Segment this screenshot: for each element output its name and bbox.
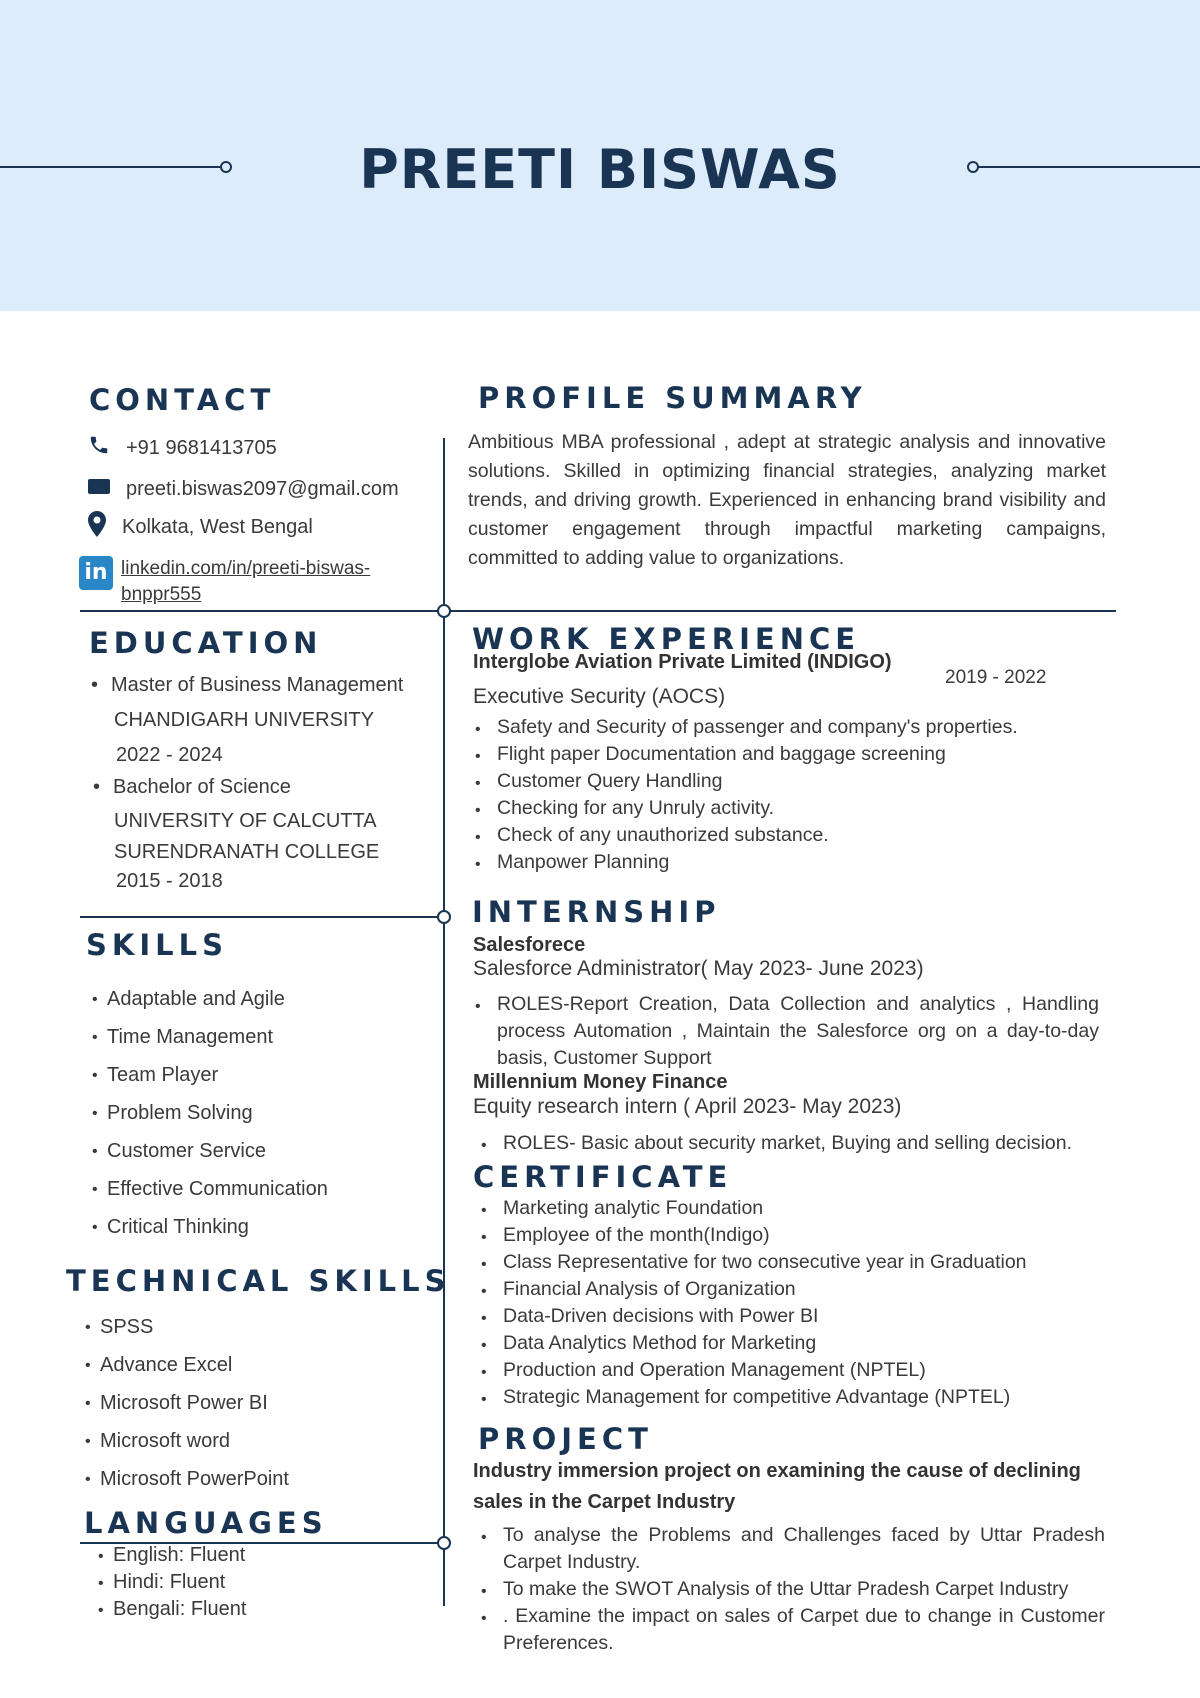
timeline-node [437, 910, 451, 924]
list-item: • Production and Operation Management (NPTEL) [503, 1357, 1103, 1384]
list-item: • Adaptable and Agile [107, 980, 328, 1018]
contact-location-row [88, 511, 313, 543]
contact-phone[interactable]: +91 9681413705 [126, 436, 277, 459]
divider-education-work [80, 610, 1116, 612]
certificate-heading: CERTIFICATE [473, 1160, 733, 1194]
linkedin-icon: in [79, 556, 113, 590]
list-item: • Checking for any Unruly activity. [497, 795, 1097, 822]
internship-role: Salesforce Administrator( May 2023- June 2023) [473, 957, 924, 980]
education-heading: EDUCATION [89, 626, 323, 660]
list-item: • Marketing analytic Foundation [503, 1195, 1103, 1222]
list-item: • ROLES- Basic about security market, Buying and selling decision. [503, 1130, 1103, 1157]
linkedin-link[interactable]: linkedin.com/in/preeti-biswas- bnppr555 [121, 558, 371, 605]
internship-company: Millennium Money Finance [473, 1071, 728, 1093]
project-bullets [503, 1522, 1105, 1657]
list-item: • Data-Driven decisions with Power BI [503, 1303, 1103, 1330]
list-item: • Customer Query Handling [497, 768, 1097, 795]
list-item: • Safety and Security of passenger and company's properties. [497, 714, 1097, 741]
education-institution: CHANDIGARH UNIVERSITY [114, 709, 375, 731]
contact-heading: CONTACT [89, 383, 276, 417]
work-company: Interglobe Aviation Private Limited (INDIGO) [473, 651, 892, 673]
work-role: Executive Security (AOCS) [473, 685, 726, 708]
list-item: • Effective Communication [107, 1170, 328, 1208]
list-item: • English: Fluent [113, 1542, 246, 1569]
list-item: • Microsoft PowerPoint [100, 1460, 289, 1498]
timeline-node [437, 604, 451, 618]
list-item: • Hindi: Fluent [113, 1569, 246, 1596]
profile-summary-heading: PROFILE SUMMARY [478, 381, 867, 415]
internship-heading: INTERNSHIP [472, 895, 721, 929]
skills-list [107, 980, 328, 1246]
list-item: • . Examine the impact on sales of Carpet due to change in Customer Preferences. [503, 1603, 1105, 1657]
list-item: • Class Representative for two consecutive year in Graduation [503, 1249, 1103, 1276]
contact-location: Kolkata, West Bengal [122, 515, 313, 538]
skills-heading: SKILLS [86, 928, 228, 962]
timeline-node [437, 1536, 451, 1550]
project-title: Industry immersion project on examining the cause of declining sales in the Carpet Industry [473, 1460, 1081, 1513]
technical-skills-heading: TECHNICAL SKILLS [66, 1264, 451, 1298]
list-item: • Strategic Management for competitive Advantage (NPTEL) [503, 1384, 1103, 1411]
internship-bullets [503, 1130, 1103, 1157]
location-pin-icon [88, 511, 106, 543]
technical-skills-list [100, 1308, 289, 1498]
list-item: • Bengali: Fluent [113, 1596, 246, 1623]
profile-summary-text: Ambitious MBA professional , adept at strategic analysis and innovative solutions. Skilled in optimizing financial strategies, analyzing market trends, and driving growth. Experienced in enhancing brand visibility and customer engagement through impactful marketing campaigns, committed to adding value to organizations. [468, 431, 1106, 569]
project-heading: PROJECT [478, 1422, 653, 1456]
list-item: • Employee of the month(Indigo) [503, 1222, 1103, 1249]
work-years: 2019 - 2022 [945, 667, 1047, 688]
list-item: • Microsoft word [100, 1422, 289, 1460]
internship-role: Equity research intern ( April 2023- May 2023) [473, 1095, 902, 1118]
list-item: • Microsoft Power BI [100, 1384, 289, 1422]
contact-email-row [88, 477, 399, 501]
list-item: • Flight paper Documentation and baggage screening [497, 741, 1097, 768]
candidate-name: PREETI BISWAS [359, 138, 841, 201]
internship-company: Salesforece [473, 934, 586, 956]
work-bullets [497, 714, 1097, 876]
header-banner [0, 0, 1200, 311]
contact-email[interactable]: preeti.biswas2097@gmail.com [126, 477, 399, 500]
contact-phone-row [88, 434, 277, 462]
list-item: • Time Management [107, 1018, 328, 1056]
education-degree: • Bachelor of Science [113, 776, 291, 799]
list-item: • To make the SWOT Analysis of the Uttar Pradesh Carpet Industry [503, 1576, 1105, 1603]
list-item: • SPSS [100, 1308, 289, 1346]
education-years: 2015 - 2018 [116, 870, 223, 892]
list-item: • Check of any unauthorized substance. [497, 822, 1097, 849]
education-years: 2022 - 2024 [116, 744, 223, 766]
divider-skills [80, 916, 444, 918]
list-item: • Critical Thinking [107, 1208, 328, 1246]
list-item: • Problem Solving [107, 1094, 328, 1132]
languages-heading: LANGUAGES [84, 1506, 328, 1540]
list-item: • ROLES-Report Creation, Data Collection and analytics , Handling process Automation , Maintain the Salesforce org on a day-to-day basis, Customer Support [497, 991, 1099, 1072]
languages-list [113, 1542, 246, 1623]
email-icon [88, 477, 110, 501]
internship-bullets [497, 991, 1099, 1072]
list-item: • To analyse the Problems and Challenges faced by Uttar Pradesh Carpet Industry. [503, 1522, 1105, 1576]
list-item: • Data Analytics Method for Marketing [503, 1330, 1103, 1357]
phone-icon [88, 434, 110, 462]
list-item: • Financial Analysis of Organization [503, 1276, 1103, 1303]
list-item: • Customer Service [107, 1132, 328, 1170]
education-institution: UNIVERSITY OF CALCUTTA [114, 810, 377, 832]
list-item: • Manpower Planning [497, 849, 1097, 876]
education-college: SURENDRANATH COLLEGE [114, 841, 380, 863]
work-experience-heading: WORK EXPERIENCE [472, 622, 861, 656]
list-item: • Team Player [107, 1056, 328, 1094]
education-degree: • Master of Business Management [111, 674, 403, 697]
certificate-list [503, 1195, 1103, 1411]
list-item: • Advance Excel [100, 1346, 289, 1384]
